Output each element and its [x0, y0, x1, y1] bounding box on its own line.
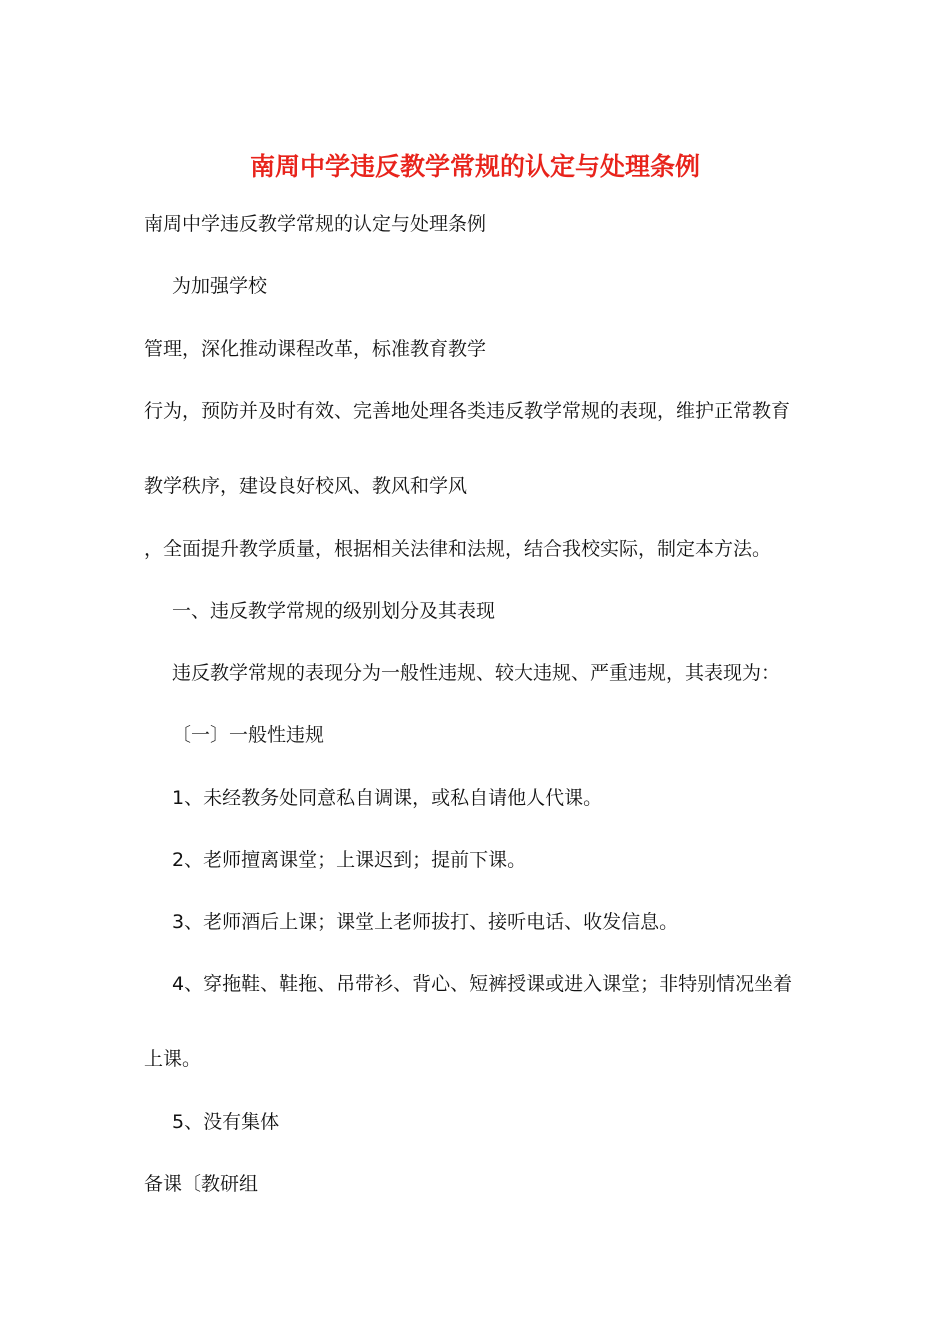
subsection-heading: 〔一〕一般性违规 [172, 724, 325, 746]
paragraph-line: 备课〔教研组 [144, 1173, 259, 1195]
paragraph-line: 为加强学校 [172, 275, 268, 297]
list-item: 5、没有集体 [172, 1111, 280, 1133]
list-item: 3、老师酒后上课；课堂上老师拔打、接听电话、收发信息。 [172, 911, 679, 933]
paragraph-line: 教学秩序，建设良好校风、教风和学风 [144, 475, 468, 497]
section-heading: 一、违反教学常规的级别划分及其表现 [172, 600, 496, 622]
paragraph-line: 管理，深化推动课程改革，标准教育教学 [144, 338, 487, 360]
paragraph-line: 行为，预防并及时有效、完善地处理各类违反教学常规的表现，维护正常教育 [144, 400, 791, 422]
paragraph-line: 南周中学违反教学常规的认定与处理条例 [144, 213, 487, 235]
document-title: 南周中学违反教学常规的认定与处理条例 [249, 152, 700, 181]
list-item: 2、老师擅离课堂；上课迟到；提前下课。 [172, 849, 527, 871]
list-item: 1、未经教务处同意私自调课，或私自请他人代课。 [172, 787, 603, 809]
list-item: 4、穿拖鞋、鞋拖、吊带衫、背心、短裤授课或进入课堂；非特别情况坐着 [172, 973, 793, 995]
paragraph-line: ，全面提升教学质量，根据相关法律和法规，结合我校实际，制定本方法。 [144, 538, 772, 560]
paragraph-line: 上课。 [144, 1048, 202, 1070]
paragraph-line: 违反教学常规的表现分为一般性违规、较大违规、严重违规，其表现为： [172, 662, 781, 684]
